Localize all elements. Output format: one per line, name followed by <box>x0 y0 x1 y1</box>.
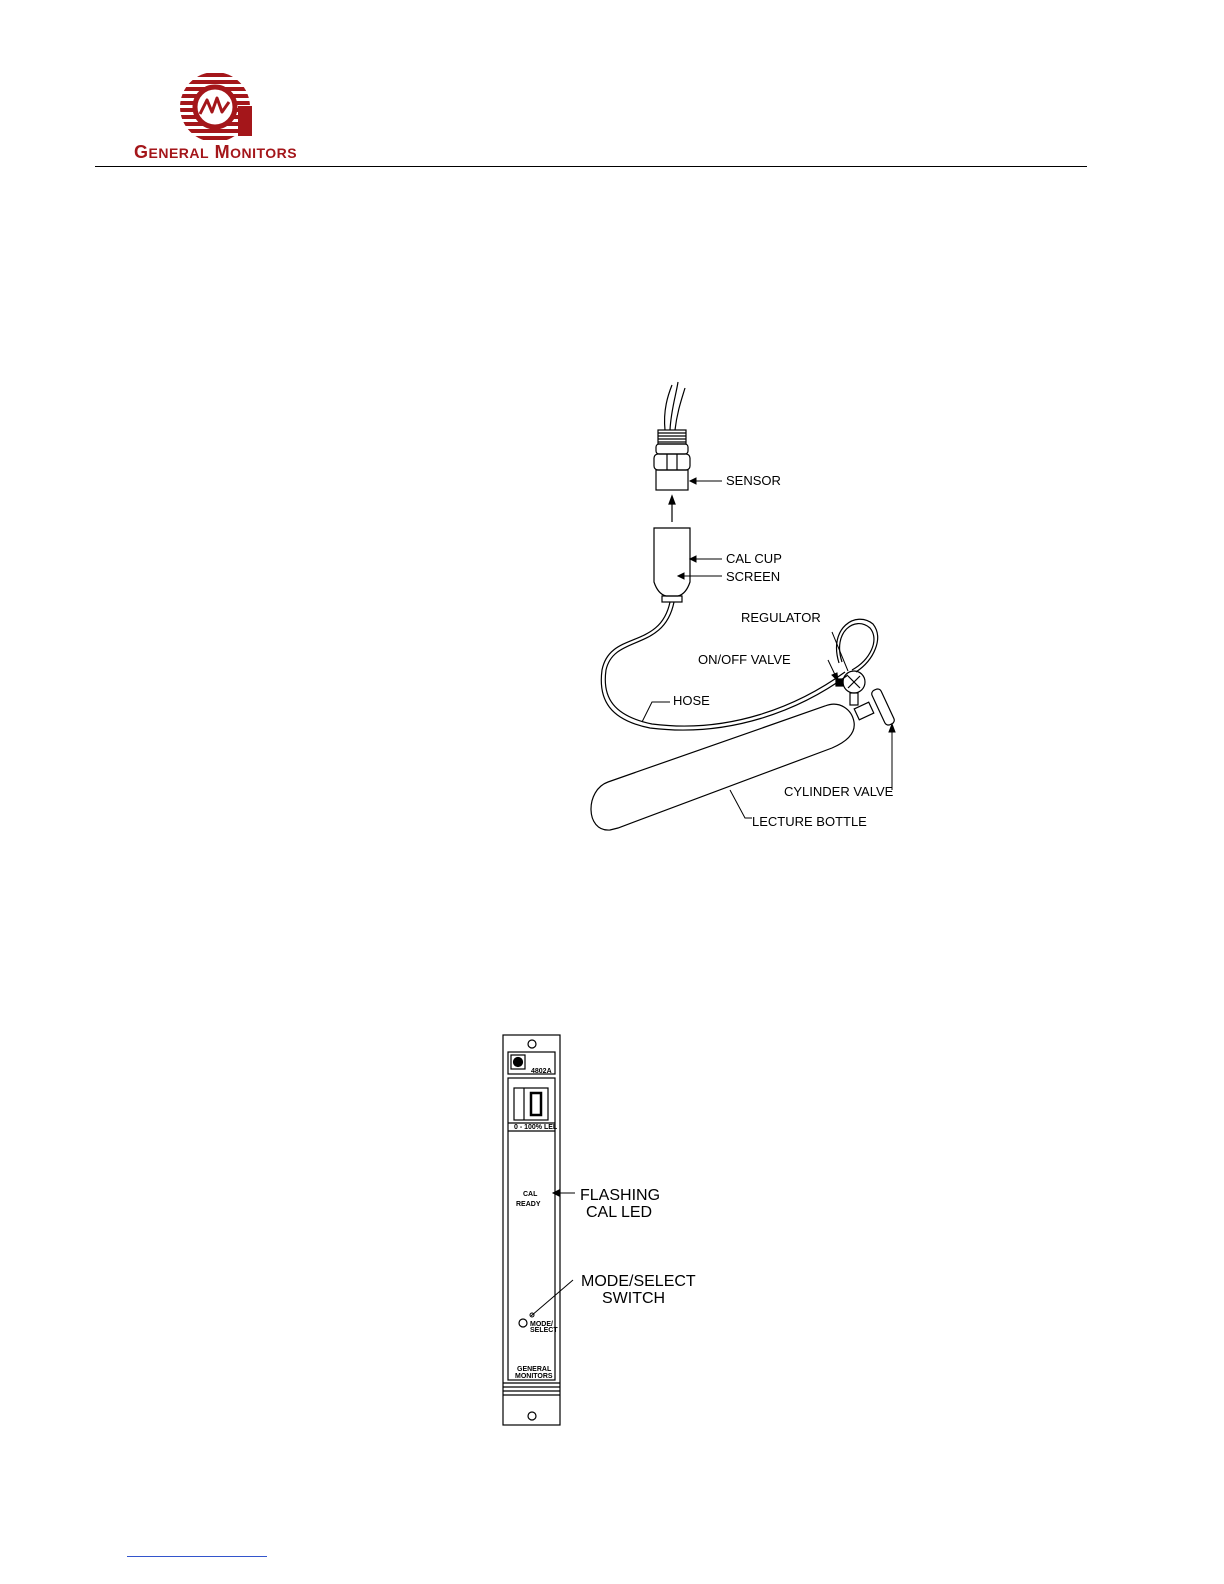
panel-brand-1: GENERAL <box>517 1366 552 1373</box>
callout-switch: SWITCH <box>602 1290 666 1307</box>
switch-label-2: SELECT <box>530 1327 558 1334</box>
cal-cup <box>654 528 690 602</box>
logo-word1-initial: G <box>134 142 149 162</box>
cal-led-label-2: READY <box>516 1201 541 1208</box>
general-monitors-logo <box>130 70 310 165</box>
label-lecture-bottle: LECTURE BOTTLE <box>752 814 867 829</box>
sensor-wire <box>670 382 678 430</box>
callout-flashing: FLASHING <box>580 1187 661 1204</box>
footer-link-underline[interactable] <box>127 1556 267 1557</box>
mode-select-switch[interactable] <box>519 1319 527 1327</box>
label-regulator: REGULATOR <box>741 610 821 625</box>
logo-word2-rest: ONITORS <box>230 145 298 161</box>
mounting-hole-top <box>528 1040 536 1048</box>
cal-led-label-1: CAL <box>523 1191 538 1198</box>
module-front-panel-diagram <box>495 1030 725 1430</box>
switch-label-1: MODE/ <box>530 1321 553 1328</box>
logo-word2-initial: M <box>214 142 231 162</box>
callout-cal-led: CAL LED <box>586 1204 653 1221</box>
logo-wordmark <box>134 142 297 163</box>
label-screen: SCREEN <box>726 569 781 584</box>
calibration-setup-diagram <box>570 370 930 840</box>
label-on-off-valve: ON/OFF VALVE <box>698 652 791 667</box>
cylinder-valve <box>854 688 895 727</box>
regulator <box>836 671 865 705</box>
label-hose: HOSE <box>673 693 710 708</box>
sensor-wire <box>675 388 685 430</box>
callout-mode-select: MODE/SELECT <box>581 1273 696 1290</box>
logo-emblem-icon <box>130 70 310 145</box>
header-divider <box>95 166 1087 167</box>
label-sensor: SENSOR <box>726 473 781 488</box>
sensor-body <box>654 430 690 490</box>
panel-brand-2: MONITORS <box>515 1373 553 1380</box>
label-cylinder-valve: CYLINDER VALVE <box>784 784 894 799</box>
logo-word1-rest: ENERAL <box>148 145 210 161</box>
range-label: 0 - 100% LEL <box>514 1124 558 1131</box>
model-number: 4802A <box>531 1068 552 1075</box>
label-cal-cup: CAL CUP <box>726 551 782 566</box>
mounting-hole-bottom <box>528 1412 536 1420</box>
